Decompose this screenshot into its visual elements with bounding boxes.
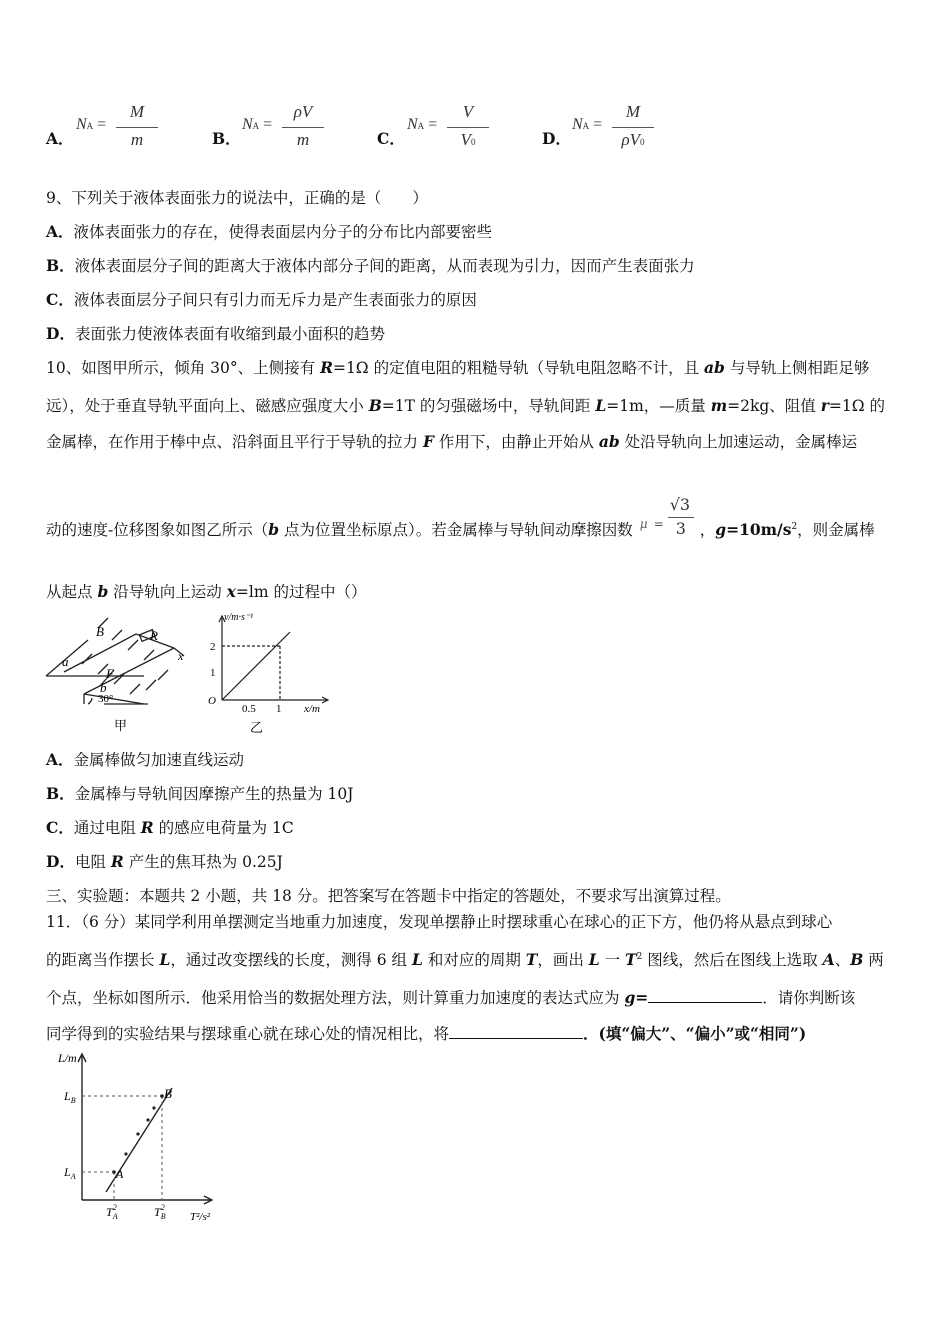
- option-text: 表面张力使液体表面有收缩到最小面积的趋势: [74, 325, 385, 343]
- q8-options: A． NA = M m B． NA = ρV m C． NA = V V0 D． NA = M ρV0: [46, 100, 906, 160]
- option-text: 液体表面张力的存在，使得表面层内分子的分布比内部要密些: [73, 223, 493, 241]
- graph-LB: $L_B$: [64, 1089, 76, 1105]
- graph-LA: $L_A$: [64, 1165, 76, 1181]
- graph-xlabel: T²/s²: [190, 1211, 211, 1223]
- yi-xtick-05: 0.5: [242, 703, 256, 715]
- fig-label-B: B: [96, 624, 104, 639]
- fig-label-R: R: [150, 628, 158, 643]
- option-label: A．: [46, 222, 74, 241]
- fig-label-x: x: [178, 649, 184, 663]
- yi-ytick-2: 2: [210, 641, 216, 653]
- q10-line-1: 10、如图甲所示，倾角 30°、上侧接有 R=1Ω 的定值电阻的粗糙导轨（导轨电阻忽略不计，且 ab 与导轨上侧相距足够: [46, 358, 870, 377]
- fig-caption-yi: 乙: [250, 720, 264, 735]
- q10-option-b[interactable]: B．金属棒与导轨间因摩擦产生的热量为 10J: [46, 784, 354, 803]
- fig-label-angle: 30°: [98, 693, 114, 705]
- option-text: 液体表面层分子间的距离大于液体内部分子间的距离，从而表现为引力，因而产生表面张力: [74, 257, 695, 275]
- q11-line-3: 个点，坐标如图所示．他采用恰当的数据处理方法，则计算重力加速度的表达式应为 g= ．请你判断该: [46, 988, 856, 1007]
- graph-TA: $T^2$ A: [106, 1203, 118, 1221]
- q11-line-2: 的距离当作摆长 L，通过改变摆线的长度，测得 6 组 L 和对应的周期 T，画出 L 一 $T^2$ 图线，然后在图线上选取 A、B 两: [46, 950, 884, 969]
- q10-line-4: 动的速度-位移图象如图乙所示（b 点为位置坐标原点）。若金属棒与导轨间动摩擦因数 μ = √3 3 ，$g=10m/s^2$，则金属棒: [46, 495, 875, 539]
- option-label: B．: [46, 256, 75, 275]
- option-label: D．: [46, 324, 75, 343]
- yi-origin: O: [208, 695, 216, 707]
- fig-caption-jia: 甲: [114, 718, 128, 733]
- yi-ytick-1: 1: [210, 667, 216, 679]
- graph-TB: $T^2$ B: [154, 1203, 166, 1221]
- section-3-heading: 三、实验题：本题共 2 小题，共 18 分。把答案写在答题卡中指定的答题处，不要求写出演算过程。: [46, 887, 731, 905]
- q9-option-d[interactable]: [46, 322, 385, 344]
- q11-line-1: 11．（6 分）某同学利用单摆测定当地重力加速度，发现单摆静止时摆球重心在球心的正下方，他仍将从悬点到球心: [46, 913, 833, 931]
- fig-label-a: a: [62, 654, 69, 669]
- option-label: B．: [212, 129, 241, 148]
- q10-line-3: 金属棒，在作用于棒中点、沿斜面且平行于导轨的拉力 F 作用下，由静止开始从 ab 处沿导轨向上加速运动，金属棒运: [46, 432, 858, 451]
- q10-figure-yi: [200, 608, 340, 738]
- q10-figure-jia: [44, 610, 194, 736]
- yi-xlabel: x/m: [304, 703, 320, 715]
- q10-line-5: 从起点 b 沿导轨向上运动 x=lm 的过程中（）: [46, 582, 367, 601]
- yi-ylabel: v/m·s⁻¹: [224, 612, 254, 623]
- option-label: C．: [377, 129, 405, 148]
- q9-option-a[interactable]: [46, 220, 492, 242]
- q10-option-d[interactable]: D．电阻 R 产生的焦耳热为 0.25J: [46, 852, 283, 871]
- graph-ptB: B: [164, 1086, 172, 1101]
- graph-ylabel: L/m: [58, 1051, 77, 1065]
- graph-ptA: A: [116, 1167, 124, 1181]
- q11-line-4: 同学得到的实验结果与摆球重心就在球心处的情况相比，将 ．(填“偏大”、“偏小”或“相同”): [46, 1024, 807, 1043]
- option-label: C．: [46, 290, 74, 309]
- fig-label-F: F: [106, 666, 114, 681]
- option-text: 液体表面层分子间只有引力而无斥力是产生表面张力的原因: [73, 291, 477, 309]
- q11-graph: [50, 1050, 230, 1230]
- option-label: A．: [46, 129, 74, 148]
- q9-option-b[interactable]: [46, 254, 695, 276]
- answer-blank-result[interactable]: [449, 1024, 583, 1039]
- q9-stem: 9、下列关于液体表面张力的说法中，正确的是（ ）: [46, 189, 428, 207]
- q10-option-c[interactable]: C．通过电阻 R 的感应电荷量为 1C: [46, 818, 294, 837]
- yi-xtick-1: 1: [276, 703, 282, 715]
- q10-option-a[interactable]: A．金属棒做匀加速直线运动: [46, 750, 245, 769]
- mu-formula: μ = √3 3: [638, 521, 700, 541]
- q10-line-2: 远），处于垂直导轨平面向上、磁感应强度大小 B=1T 的匀强磁场中，导轨间距 L=1m，—质量 m=2kg、阻值 r=1Ω 的: [46, 396, 886, 415]
- q9-option-c[interactable]: [46, 288, 477, 310]
- answer-blank-g[interactable]: [648, 988, 762, 1003]
- option-label: D．: [542, 129, 571, 148]
- fig-label-b: b: [100, 680, 107, 695]
